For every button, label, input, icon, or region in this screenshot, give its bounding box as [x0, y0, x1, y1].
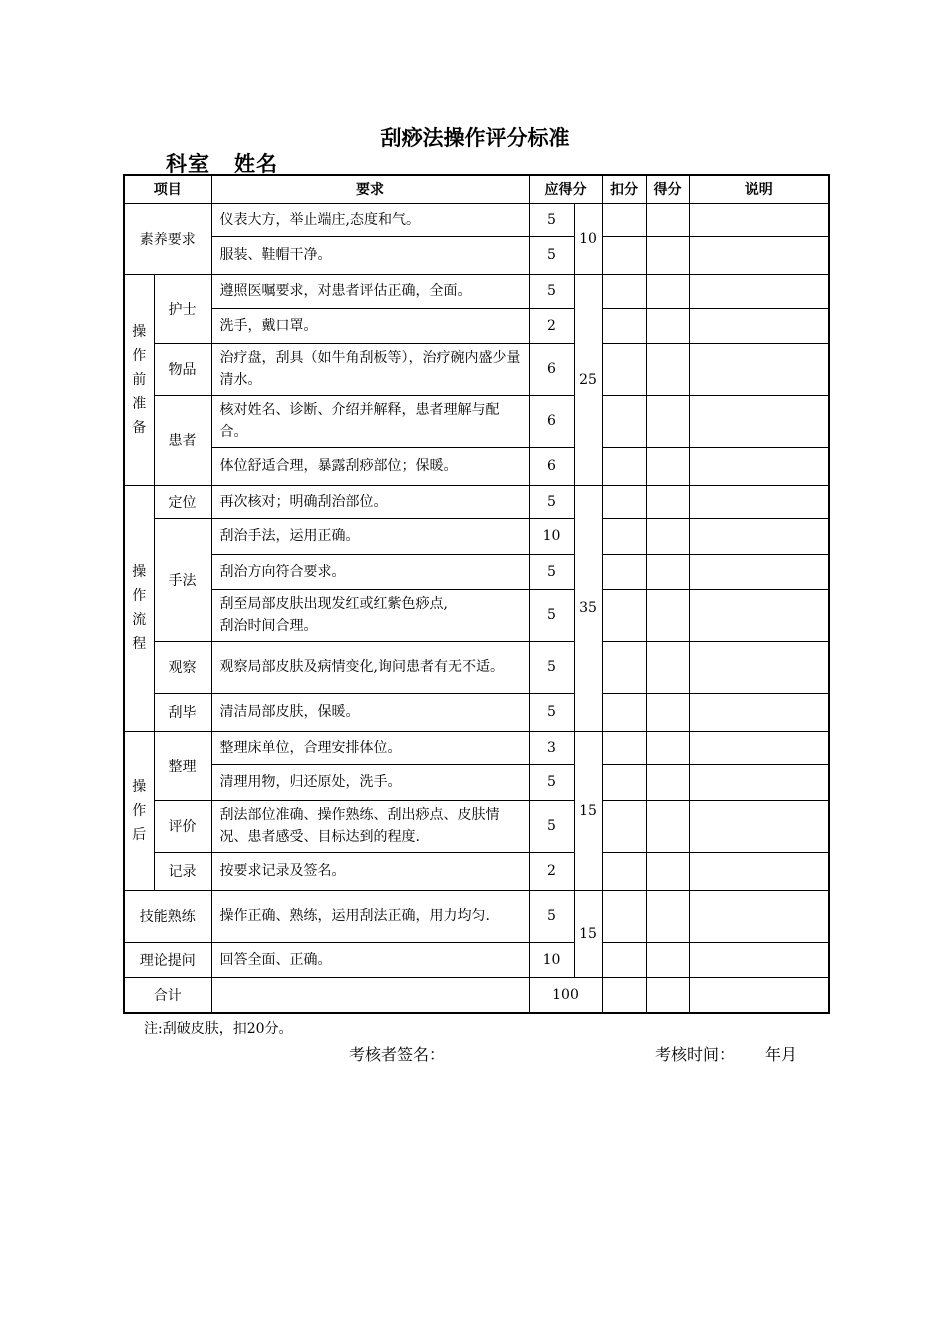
score-cell: 5 — [529, 554, 574, 589]
header-item: 项目 — [124, 175, 211, 203]
table-row — [124, 447, 829, 485]
label-char: 作 — [132, 588, 147, 604]
sub-label-method: 手法 — [154, 518, 211, 641]
requirement-cell: 刮法部位准确、操作熟练、刮出痧点、皮肤情况、患者感受、目标达到的程度. — [211, 800, 529, 852]
score-cell: 5 — [529, 589, 574, 641]
got-cell[interactable] — [646, 977, 689, 1013]
sub-label-record: 记录 — [154, 852, 211, 890]
table-row — [124, 764, 829, 800]
got-cell[interactable] — [646, 641, 689, 693]
requirement-line: 刮至局部皮肤出现发红或红紫色痧点, — [219, 596, 448, 612]
table-row — [124, 693, 829, 731]
score-cell: 10 — [529, 518, 574, 554]
section-total-suyang: 10 — [574, 203, 602, 274]
requirement-cell: 洗手，戴口罩。 — [211, 308, 529, 343]
score-cell: 5 — [529, 274, 574, 308]
score-cell: 6 — [529, 343, 574, 395]
total-requirement-cell — [211, 977, 529, 1013]
sub-label-locate: 定位 — [154, 485, 211, 518]
header-deduct: 扣分 — [602, 175, 646, 203]
deduct-cell[interactable] — [602, 554, 646, 589]
deduct-cell[interactable] — [602, 764, 646, 800]
sub-label-eval: 评价 — [154, 800, 211, 852]
score-cell: 5 — [529, 641, 574, 693]
deduct-cell[interactable] — [602, 731, 646, 764]
page-title: 刮痧法操作评分标准 — [380, 126, 570, 150]
section-label-suyang: 素养要求 — [124, 203, 211, 274]
note-cell[interactable] — [689, 800, 829, 852]
header-got: 得分 — [646, 175, 689, 203]
note-cell[interactable] — [689, 977, 829, 1013]
requirement-cell: 仪表大方，举止端庄,态度和气。 — [211, 203, 529, 236]
deduct-cell[interactable] — [602, 693, 646, 731]
score-cell: 5 — [529, 203, 574, 236]
dept-label: 科室 — [166, 152, 210, 176]
requirement-cell: 刮治方向符合要求。 — [211, 554, 529, 589]
requirement-cell: 操作正确、熟练，运用刮法正确，用力均匀. — [211, 890, 529, 942]
label-char: 准 — [132, 395, 147, 412]
deduct-cell[interactable] — [602, 890, 646, 942]
section-total-skill: 15 — [574, 890, 602, 977]
year-month: 年月 — [765, 1045, 798, 1064]
requirement-cell: 观察局部皮肤及病情变化,询问患者有无不适。 — [211, 641, 529, 693]
examiner-signature: 考核者签名： — [349, 1045, 446, 1064]
section-label-after — [124, 731, 154, 890]
exam-time — [655, 1042, 797, 1065]
requirement-cell: 刮治手法，运用正确。 — [211, 518, 529, 554]
note-cell[interactable] — [689, 518, 829, 554]
table-row — [124, 852, 829, 890]
header-score: 应得分 — [529, 175, 602, 203]
note-cell[interactable] — [689, 343, 829, 395]
note-cell[interactable] — [689, 274, 829, 308]
section-total-prep: 25 — [574, 274, 602, 485]
deduct-cell[interactable] — [602, 203, 646, 236]
requirement-cell: 清理用物，归还原处，洗手。 — [211, 764, 529, 800]
label-char: 前 — [132, 371, 147, 388]
table-row — [124, 274, 829, 308]
deduct-cell[interactable] — [602, 343, 646, 395]
label-char: 备 — [132, 419, 147, 436]
section-total-flow: 35 — [574, 485, 602, 731]
note-cell[interactable] — [689, 447, 829, 485]
score-cell: 10 — [529, 942, 574, 977]
note-cell[interactable] — [689, 236, 829, 274]
deduct-cell[interactable] — [602, 852, 646, 890]
score-cell: 5 — [529, 236, 574, 274]
scoring-table — [123, 174, 830, 1014]
got-cell[interactable] — [646, 852, 689, 890]
requirement-cell: 服装、鞋帽干净。 — [211, 236, 529, 274]
score-cell: 2 — [529, 308, 574, 343]
section-label-theory: 理论提问 — [124, 942, 211, 977]
got-cell[interactable] — [646, 890, 689, 942]
note-cell[interactable] — [689, 641, 829, 693]
table-row — [124, 518, 829, 554]
score-cell: 6 — [529, 447, 574, 485]
deduct-cell[interactable] — [602, 942, 646, 977]
total-value: 100 — [529, 977, 602, 1013]
label-char: 操 — [132, 778, 147, 795]
table-row — [124, 942, 829, 977]
section-label-prep — [124, 274, 154, 485]
section-label-skill: 技能熟练 — [124, 890, 211, 942]
got-cell[interactable] — [646, 518, 689, 554]
note-cell[interactable] — [689, 942, 829, 977]
deduct-cell[interactable] — [602, 274, 646, 308]
note-cell[interactable] — [689, 589, 829, 641]
label-char: 作 — [132, 802, 147, 819]
requirement-line: 刮治时间合理。 — [219, 618, 318, 634]
table-row — [124, 890, 829, 942]
deduct-cell[interactable] — [602, 518, 646, 554]
requirement-cell: 按要求记录及签名。 — [211, 852, 529, 890]
requirement-cell: 遵照医嘱要求，对患者评估正确，全面。 — [211, 274, 529, 308]
requirement-cell: 回答全面、正确。 — [211, 942, 529, 977]
sub-label-patient: 患者 — [154, 395, 211, 485]
got-cell[interactable] — [646, 274, 689, 308]
got-cell[interactable] — [646, 236, 689, 274]
deduct-cell[interactable] — [602, 236, 646, 274]
footnote: 注:刮破皮肤，扣20分。 — [144, 1021, 293, 1037]
note-cell[interactable] — [689, 731, 829, 764]
table-row — [124, 308, 829, 343]
sub-label-observe: 观察 — [154, 641, 211, 693]
got-cell[interactable] — [646, 764, 689, 800]
label-char: 作 — [132, 347, 147, 364]
requirement-cell: 整理床单位，合理安排体位。 — [211, 731, 529, 764]
section-total-after: 15 — [574, 731, 602, 890]
score-cell: 2 — [529, 852, 574, 890]
header-note: 说明 — [689, 175, 829, 203]
got-cell[interactable] — [646, 395, 689, 447]
got-cell[interactable] — [646, 589, 689, 641]
got-cell[interactable] — [646, 942, 689, 977]
note-cell[interactable] — [689, 203, 829, 236]
label-char: 后 — [132, 826, 147, 843]
table-row — [124, 395, 829, 447]
requirement-cell: 再次核对；明确刮治部位。 — [211, 485, 529, 518]
requirement-cell: 体位舒适合理，暴露刮痧部位；保暖。 — [211, 447, 529, 485]
requirement-cell: 治疗盘，刮具（如牛角刮板等），治疗碗内盛少量清水。 — [211, 343, 529, 395]
deduct-cell[interactable] — [602, 977, 646, 1013]
score-cell: 6 — [529, 395, 574, 447]
deduct-cell[interactable] — [602, 589, 646, 641]
header-requirement: 要求 — [211, 175, 529, 203]
name-label: 姓名 — [234, 152, 278, 176]
got-cell[interactable] — [646, 203, 689, 236]
deduct-cell[interactable] — [602, 800, 646, 852]
sub-label-nurse: 护士 — [154, 274, 211, 343]
table-row — [124, 343, 829, 395]
note-cell[interactable] — [689, 890, 829, 942]
got-cell[interactable] — [646, 447, 689, 485]
total-row — [124, 977, 829, 1013]
note-cell[interactable] — [689, 485, 829, 518]
score-cell: 5 — [529, 800, 574, 852]
requirement-cell — [211, 589, 529, 641]
got-cell[interactable] — [646, 485, 689, 518]
table-row — [124, 485, 829, 518]
label-char: 操 — [132, 323, 147, 340]
table-row — [124, 203, 829, 236]
table-row — [124, 554, 829, 589]
deduct-cell[interactable] — [602, 395, 646, 447]
deduct-cell[interactable] — [602, 447, 646, 485]
note-cell[interactable] — [689, 852, 829, 890]
deduct-cell[interactable] — [602, 641, 646, 693]
note-cell[interactable] — [689, 554, 829, 589]
note-cell[interactable] — [689, 308, 829, 343]
got-cell[interactable] — [646, 554, 689, 589]
got-cell[interactable] — [646, 800, 689, 852]
score-cell: 5 — [529, 485, 574, 518]
deduct-cell[interactable] — [602, 485, 646, 518]
deduct-cell[interactable] — [602, 308, 646, 343]
score-cell: 5 — [529, 693, 574, 731]
header-row — [124, 175, 829, 203]
score-cell: 3 — [529, 731, 574, 764]
label-char: 程 — [132, 636, 147, 652]
got-cell[interactable] — [646, 731, 689, 764]
label-char: 流 — [132, 612, 147, 628]
table-row — [124, 800, 829, 852]
table-row — [124, 236, 829, 274]
sub-label-finish: 刮毕 — [154, 693, 211, 731]
note-cell[interactable] — [689, 395, 829, 447]
exam-time-label: 考核时间： — [655, 1045, 736, 1064]
note-cell[interactable] — [689, 693, 829, 731]
table-row — [124, 731, 829, 764]
section-label-flow — [124, 485, 154, 731]
note-cell[interactable] — [689, 764, 829, 800]
sub-label-tidy: 整理 — [154, 731, 211, 800]
got-cell[interactable] — [646, 308, 689, 343]
label-char: 操 — [132, 564, 147, 580]
got-cell[interactable] — [646, 343, 689, 395]
score-cell: 5 — [529, 764, 574, 800]
requirement-cell: 清洁局部皮肤，保暖。 — [211, 693, 529, 731]
sub-label-items: 物品 — [154, 343, 211, 395]
requirement-cell: 核对姓名、诊断、介绍并解释，患者理解与配合。 — [211, 395, 529, 447]
got-cell[interactable] — [646, 693, 689, 731]
total-label: 合计 — [124, 977, 211, 1013]
score-cell: 5 — [529, 890, 574, 942]
table-row — [124, 641, 829, 693]
table-row — [124, 589, 829, 641]
